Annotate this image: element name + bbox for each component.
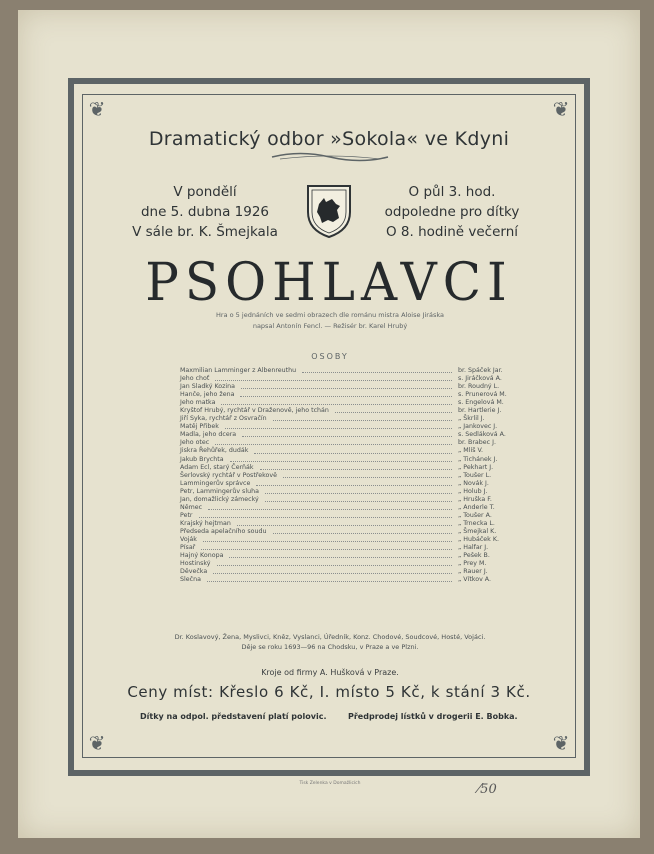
leader-dots [207, 576, 452, 582]
cast-role: Madla, jeho dcera [180, 431, 237, 439]
cast-actor: „ Hruška F. [458, 495, 492, 503]
cast-actor: s. Jiráčková A. [458, 375, 502, 383]
cast-role: Adam Ecl, starý Čerňák [180, 463, 254, 471]
printer-credit: Tisk Zelenka v Domažlicích [299, 781, 361, 786]
cast-role: Hanče, jeho žena [180, 391, 235, 399]
leader-dots [221, 399, 452, 405]
cast-row [180, 375, 530, 383]
corner-ornament-icon: ❦ [88, 97, 106, 121]
cast-row [180, 512, 530, 520]
play-subtitle [140, 310, 520, 332]
cast-role: Kryštof Hrubý, rychtář v Draženově, jeho tchán [180, 407, 329, 415]
cast-row [180, 560, 530, 568]
pencil-annotation: ⁄50 [478, 782, 497, 797]
cast-role: Němec [180, 503, 203, 511]
cast-row [180, 504, 530, 512]
cast-role: Voják [180, 535, 197, 543]
cast-actor: „ Vítkov A. [458, 576, 491, 584]
cast-role: Hostinský [180, 560, 211, 568]
leader-dots [215, 439, 452, 445]
cast-actor: „ Anderle T. [458, 503, 495, 511]
cast-role: Jakub Brychta [180, 455, 224, 463]
date-line: dne 5. dubna 1926 [140, 204, 270, 220]
leader-dots [208, 504, 452, 510]
cast-row [180, 496, 530, 504]
leader-dots [254, 447, 452, 453]
ticket-prices: Ceny míst: Křeslo 6 Kč, I. místo 5 Kč, k stání 3 Kč. [127, 683, 531, 701]
cast-actor: „ Rauer J. [458, 568, 488, 576]
leader-dots [213, 568, 452, 574]
leader-dots [335, 407, 452, 413]
leader-dots [217, 560, 452, 566]
cast-role: Jan Sladký Kozina [180, 383, 236, 391]
cast-role: Jeho matka [180, 399, 216, 407]
leader-dots [237, 520, 452, 526]
cast-row [180, 456, 530, 464]
cast-actor: „ Škrlil J. [458, 415, 485, 423]
leader-dots [273, 528, 452, 534]
cast-row [180, 447, 530, 455]
play-title: PSOHLAVCI [145, 251, 513, 313]
leader-dots [302, 367, 452, 373]
sokol-crest-icon [304, 182, 354, 240]
extras-line: Dr. Koslavový, Žena, Myslivci, Kněz, Vyslanci, Úředník, Konz. Chodové, Soudcové, Hosté, Vojáci. [174, 633, 486, 641]
cast-actor: „ Mlíš V. [458, 447, 483, 455]
cast-actor: br. Brabec J. [458, 439, 496, 447]
cast-role: Lammingerův správce [180, 479, 251, 487]
cast-actor: „ Novák J. [458, 479, 489, 487]
cast-row [180, 552, 530, 560]
leader-dots [260, 464, 452, 470]
leader-dots [240, 391, 452, 397]
cast-row [180, 488, 530, 496]
cast-row [180, 415, 530, 423]
cast-row [180, 520, 530, 528]
cast-heading: OSOBY [311, 352, 349, 361]
cast-list [180, 367, 530, 584]
leader-dots [225, 423, 452, 429]
cast-row [180, 431, 530, 439]
presale-note: Předprodej lístků v drogerii E. Bobka. [348, 712, 518, 721]
cast-actor: „ Trnecka L. [458, 519, 495, 527]
cast-actor: „ Halfar J. [458, 544, 489, 552]
cast-role: Hajný Konopa [180, 552, 224, 560]
subtitle-line: Hra o 5 jednáních ve sedmi obrazech dle románu mistra Aloise Jiráska [216, 311, 444, 319]
cast-row [180, 472, 530, 480]
cast-row [180, 480, 530, 488]
leader-dots [265, 496, 452, 502]
leader-dots [201, 544, 452, 550]
cast-actor: s. Engelová M. [458, 399, 504, 407]
cast-role: Jeho choť [180, 375, 210, 383]
cast-role: Jiří Syka, rychtář z Osvračín [180, 415, 267, 423]
extras-note [105, 632, 555, 652]
cast-actor: „ Šmejkal K. [458, 527, 497, 535]
cast-row [180, 528, 530, 536]
cast-actor: „ Toušer L. [458, 471, 492, 479]
cast-role: Jiskra Řehůřek, dudák [180, 447, 249, 455]
cast-row [180, 568, 530, 576]
cast-actor: s. Prunerová M. [458, 391, 507, 399]
time-line: O 8. hodině večerní [385, 224, 519, 240]
cast-row [180, 464, 530, 472]
cast-role: Předseda apelačního soudu [180, 527, 267, 535]
cast-actor: „ Prey M. [458, 560, 487, 568]
cast-role: Krajský hejtman [180, 519, 231, 527]
cast-role: Jeho otec [180, 439, 210, 447]
corner-ornament-icon: ❦ [552, 731, 570, 755]
cast-actor: „ Pešek B. [458, 552, 490, 560]
cast-row [180, 367, 530, 375]
cast-row [180, 391, 530, 399]
corner-ornament-icon: ❦ [552, 97, 570, 121]
children-note: Dítky na odpol. představení platí polovic. [140, 712, 327, 721]
leader-dots [242, 431, 452, 437]
leader-dots [265, 488, 452, 494]
cast-row [180, 536, 530, 544]
cast-actor: br. Spáček Jar. [458, 367, 503, 374]
cast-role: Matěj Přibek [180, 423, 219, 431]
cast-role: Petr, Lammingerův sluha [180, 487, 259, 495]
cast-actor: „ Hubáček K. [458, 535, 499, 543]
time-line: O půl 3. hod. [408, 184, 496, 200]
cast-actor: br. Hartlerie J. [458, 407, 502, 415]
leader-dots [273, 415, 452, 421]
cast-role: Písař [180, 544, 196, 552]
date-line: V pondělí [173, 184, 237, 200]
time-line: odpoledne pro dítky [384, 204, 520, 220]
leader-dots [199, 512, 452, 518]
cast-role: Šerlovský rychtář v Postřekově [180, 471, 278, 479]
leader-dots [229, 552, 452, 558]
date-venue-block [120, 182, 290, 242]
leader-dots [203, 536, 452, 542]
divider-ornament-icon [270, 150, 390, 164]
cast-actor: br. Roudný L. [458, 383, 500, 391]
cast-role: Petr [180, 511, 193, 519]
leader-dots [230, 456, 452, 462]
cast-actor: s. Sedláková A. [458, 431, 506, 439]
organizer-heading: Dramatický odbor »Sokola« ve Kdyni [148, 128, 510, 150]
cast-role: Slečna [180, 576, 201, 584]
venue-line: V sále br. K. Šmejkala [132, 224, 278, 240]
corner-ornament-icon: ❦ [88, 731, 106, 755]
leader-dots [215, 375, 452, 381]
cast-actor: „ Holub J. [458, 487, 488, 495]
time-block [362, 182, 542, 242]
cast-role: Jan, domažlický zámecký [180, 495, 259, 503]
cast-role: Maxmilian Lamminger z Albenreuthu [180, 367, 297, 374]
cast-row [180, 576, 530, 584]
cast-row [180, 544, 530, 552]
leader-dots [241, 383, 452, 389]
cast-actor: „ Toušer A. [458, 511, 492, 519]
costumes-credit: Kroje od firmy A. Hušková v Praze. [261, 668, 399, 677]
cast-role: Děvečka [180, 568, 208, 576]
cast-actor: „ Tichánek J. [458, 455, 498, 463]
cast-actor: „ Pekhart J. [458, 463, 494, 471]
setting-line: Děje se roku 1693—96 na Chodsku, v Praze a ve Plzni. [241, 643, 419, 651]
leader-dots [256, 480, 452, 486]
subtitle-line: napsal Antonín Fencl. — Režisér br. Karel Hrubý [252, 322, 408, 330]
cast-row [180, 383, 530, 391]
cast-actor: „ Jankovec J. [458, 423, 498, 431]
leader-dots [283, 472, 452, 478]
